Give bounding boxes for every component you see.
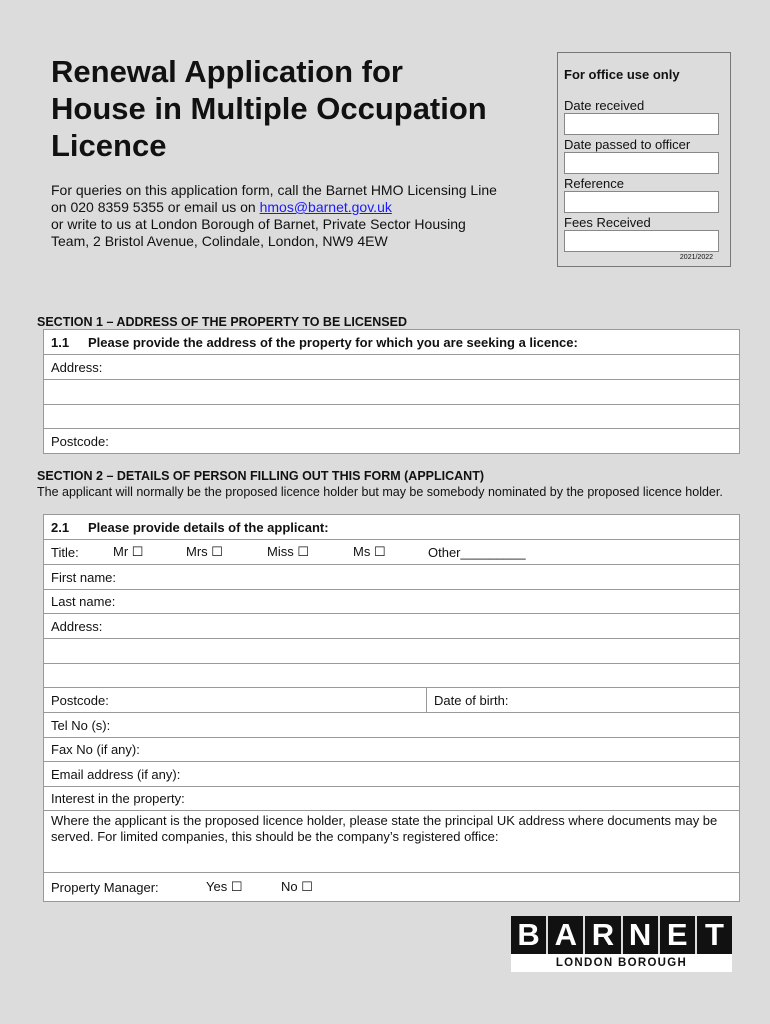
intro-line-prefix: on 020 8359 5355 or email us on bbox=[51, 199, 260, 215]
office-label-date-passed: Date passed to officer bbox=[564, 137, 691, 152]
section2-question bbox=[44, 515, 739, 540]
section2-form bbox=[43, 514, 740, 902]
field-label: Tel No (s): bbox=[51, 717, 111, 733]
tel-field[interactable] bbox=[44, 713, 739, 738]
question-number: 1.1 bbox=[51, 334, 70, 350]
logo-letter: T bbox=[697, 916, 732, 954]
fax-field[interactable] bbox=[44, 738, 739, 762]
office-field-date-passed[interactable] bbox=[564, 152, 719, 174]
field-label: Date of birth: bbox=[434, 692, 509, 708]
dob-field[interactable] bbox=[427, 688, 508, 712]
question-number: 2.1 bbox=[51, 519, 70, 535]
section1-question bbox=[44, 330, 739, 355]
pm-yes-checkbox[interactable]: Yes ☐ bbox=[206, 879, 243, 894]
pm-no-checkbox[interactable]: No ☐ bbox=[281, 879, 313, 894]
intro-line bbox=[51, 199, 556, 216]
office-field-fees[interactable] bbox=[564, 230, 719, 252]
postcode-dob-row bbox=[44, 688, 739, 713]
postcode-field[interactable] bbox=[44, 688, 427, 712]
property-manager-field bbox=[44, 873, 739, 901]
field-label: Address: bbox=[51, 359, 103, 375]
field-label: Last name: bbox=[51, 594, 116, 609]
title-option-miss[interactable]: Miss ☐ bbox=[267, 544, 309, 559]
section1-form bbox=[43, 329, 740, 454]
question-text: Please provide the address of the property for which you are seeking a licence: bbox=[88, 334, 578, 350]
s1-address-line-3[interactable] bbox=[44, 405, 739, 429]
intro-text bbox=[51, 182, 556, 250]
intro-line: or write to us at London Borough of Barnet, Private Sector Housing bbox=[51, 216, 466, 232]
s1-address-field[interactable] bbox=[44, 355, 739, 380]
title-option-mrs[interactable]: Mrs ☐ bbox=[186, 544, 223, 559]
office-field-date-received[interactable] bbox=[564, 113, 719, 135]
logo-letter: N bbox=[623, 916, 658, 954]
field-label: Postcode: bbox=[51, 433, 109, 449]
title-option-mr[interactable]: Mr ☐ bbox=[113, 544, 144, 559]
field-label: Address: bbox=[51, 618, 103, 634]
field-label: Fax No (if any): bbox=[51, 742, 140, 757]
field-label: Property Manager: bbox=[51, 879, 159, 895]
field-label: Where the applicant is the proposed licence holder, please state the principal UK address where documents may be served. For limited companies, this should be the company’s registered office: bbox=[51, 813, 718, 844]
section2-note: The applicant will normally be the proposed licence holder but may be somebody nominated by the proposed licence holder. bbox=[37, 485, 723, 499]
title-line: Renewal Application for bbox=[51, 54, 403, 89]
email-link[interactable]: hmos@barnet.gov.uk bbox=[259, 199, 392, 215]
s1-address-line-2[interactable] bbox=[44, 380, 739, 405]
logo-letter: A bbox=[548, 916, 583, 954]
question-text: Please provide details of the applicant: bbox=[88, 519, 329, 535]
title-field bbox=[44, 540, 739, 565]
address-line-2[interactable] bbox=[44, 639, 739, 664]
field-label: Title: bbox=[51, 544, 79, 560]
title-option-ms[interactable]: Ms ☐ bbox=[353, 544, 386, 559]
office-heading: For office use only bbox=[564, 67, 680, 82]
office-label-fees: Fees Received bbox=[564, 215, 651, 230]
logo-subtitle: LONDON BOROUGH bbox=[511, 954, 732, 972]
field-label: Interest in the property: bbox=[51, 791, 185, 806]
title-line: Licence bbox=[51, 128, 167, 163]
s1-postcode-field[interactable] bbox=[44, 429, 739, 453]
intro-line: Team, 2 Bristol Avenue, Colindale, London, NW9 4EW bbox=[51, 233, 388, 249]
office-field-reference[interactable] bbox=[564, 191, 719, 213]
interest-field[interactable] bbox=[44, 787, 739, 811]
office-use-box bbox=[557, 52, 731, 267]
logo-letter: R bbox=[585, 916, 620, 954]
last-name-field[interactable] bbox=[44, 590, 739, 614]
office-year: 2021/2022 bbox=[679, 254, 713, 261]
logo-letters bbox=[511, 916, 732, 954]
barnet-logo bbox=[511, 916, 732, 972]
section1-heading: SECTION 1 – ADDRESS OF THE PROPERTY TO BE LICENSED bbox=[37, 315, 407, 329]
email-field[interactable] bbox=[44, 762, 739, 787]
address-field[interactable] bbox=[44, 614, 739, 639]
intro-line: For queries on this application form, call the Barnet HMO Licensing Line bbox=[51, 182, 497, 198]
page-title bbox=[51, 53, 551, 164]
title-line: House in Multiple Occupation bbox=[51, 91, 487, 126]
field-label: Postcode: bbox=[51, 692, 109, 708]
section2-heading: SECTION 2 – DETAILS OF PERSON FILLING OUT THIS FORM (APPLICANT) bbox=[37, 469, 484, 483]
logo-letter: E bbox=[660, 916, 695, 954]
title-option-other[interactable]: Other_________ bbox=[428, 544, 526, 560]
logo-letter: B bbox=[511, 916, 546, 954]
field-label: First name: bbox=[51, 569, 117, 585]
field-label: Email address (if any): bbox=[51, 766, 181, 782]
first-name-field[interactable] bbox=[44, 565, 739, 590]
office-label-reference: Reference bbox=[564, 176, 624, 191]
served-address-field[interactable] bbox=[44, 811, 739, 873]
address-line-3[interactable] bbox=[44, 664, 739, 688]
office-label-date-received: Date received bbox=[564, 98, 645, 113]
